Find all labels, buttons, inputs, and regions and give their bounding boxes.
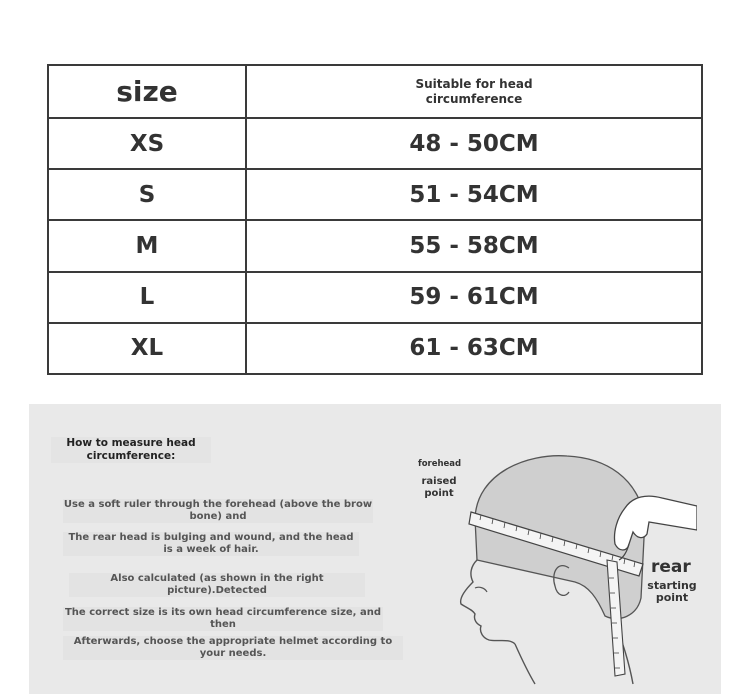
range-cell: 48 - 50CM bbox=[246, 118, 702, 169]
range-cell: 61 - 63CM bbox=[246, 323, 702, 374]
measure-step-5: Afterwards, choose the appropriate helmet according to your needs. bbox=[63, 636, 403, 660]
range-cell: 59 - 61CM bbox=[246, 272, 702, 323]
measure-instructions-panel bbox=[29, 404, 721, 694]
table-row bbox=[48, 323, 702, 374]
size-cell: L bbox=[48, 272, 246, 323]
table-row bbox=[48, 169, 702, 220]
table-row bbox=[48, 118, 702, 169]
table-row bbox=[48, 220, 702, 271]
label-rear: rear bbox=[651, 557, 691, 577]
label-raised-point: raised point bbox=[421, 476, 457, 499]
measure-step-4: The correct size is its own head circumference size, and then bbox=[64, 607, 381, 630]
size-cell: XS bbox=[48, 118, 246, 169]
table-header-row bbox=[48, 65, 702, 118]
table-row bbox=[48, 272, 702, 323]
header-circumference: Suitable for head circumference bbox=[246, 65, 702, 118]
range-cell: 51 - 54CM bbox=[246, 169, 702, 220]
label-starting-point: starting point bbox=[647, 579, 697, 604]
measure-step-3: Also calculated (as shown in the right picture).Detected bbox=[69, 573, 365, 597]
measure-title: How to measure head circumference: bbox=[51, 437, 211, 463]
measure-step-1: Use a soft ruler through the forehead (above the brow bone) and bbox=[63, 499, 373, 522]
measure-step-2: The rear head is bulging and wound, and the head is a week of hair. bbox=[63, 532, 359, 556]
size-cell: S bbox=[48, 169, 246, 220]
label-forehead: forehead bbox=[418, 459, 462, 469]
header-size: size bbox=[48, 65, 246, 118]
range-cell: 55 - 58CM bbox=[246, 220, 702, 271]
size-chart-table bbox=[47, 64, 703, 375]
size-cell: M bbox=[48, 220, 246, 271]
size-cell: XL bbox=[48, 323, 246, 374]
